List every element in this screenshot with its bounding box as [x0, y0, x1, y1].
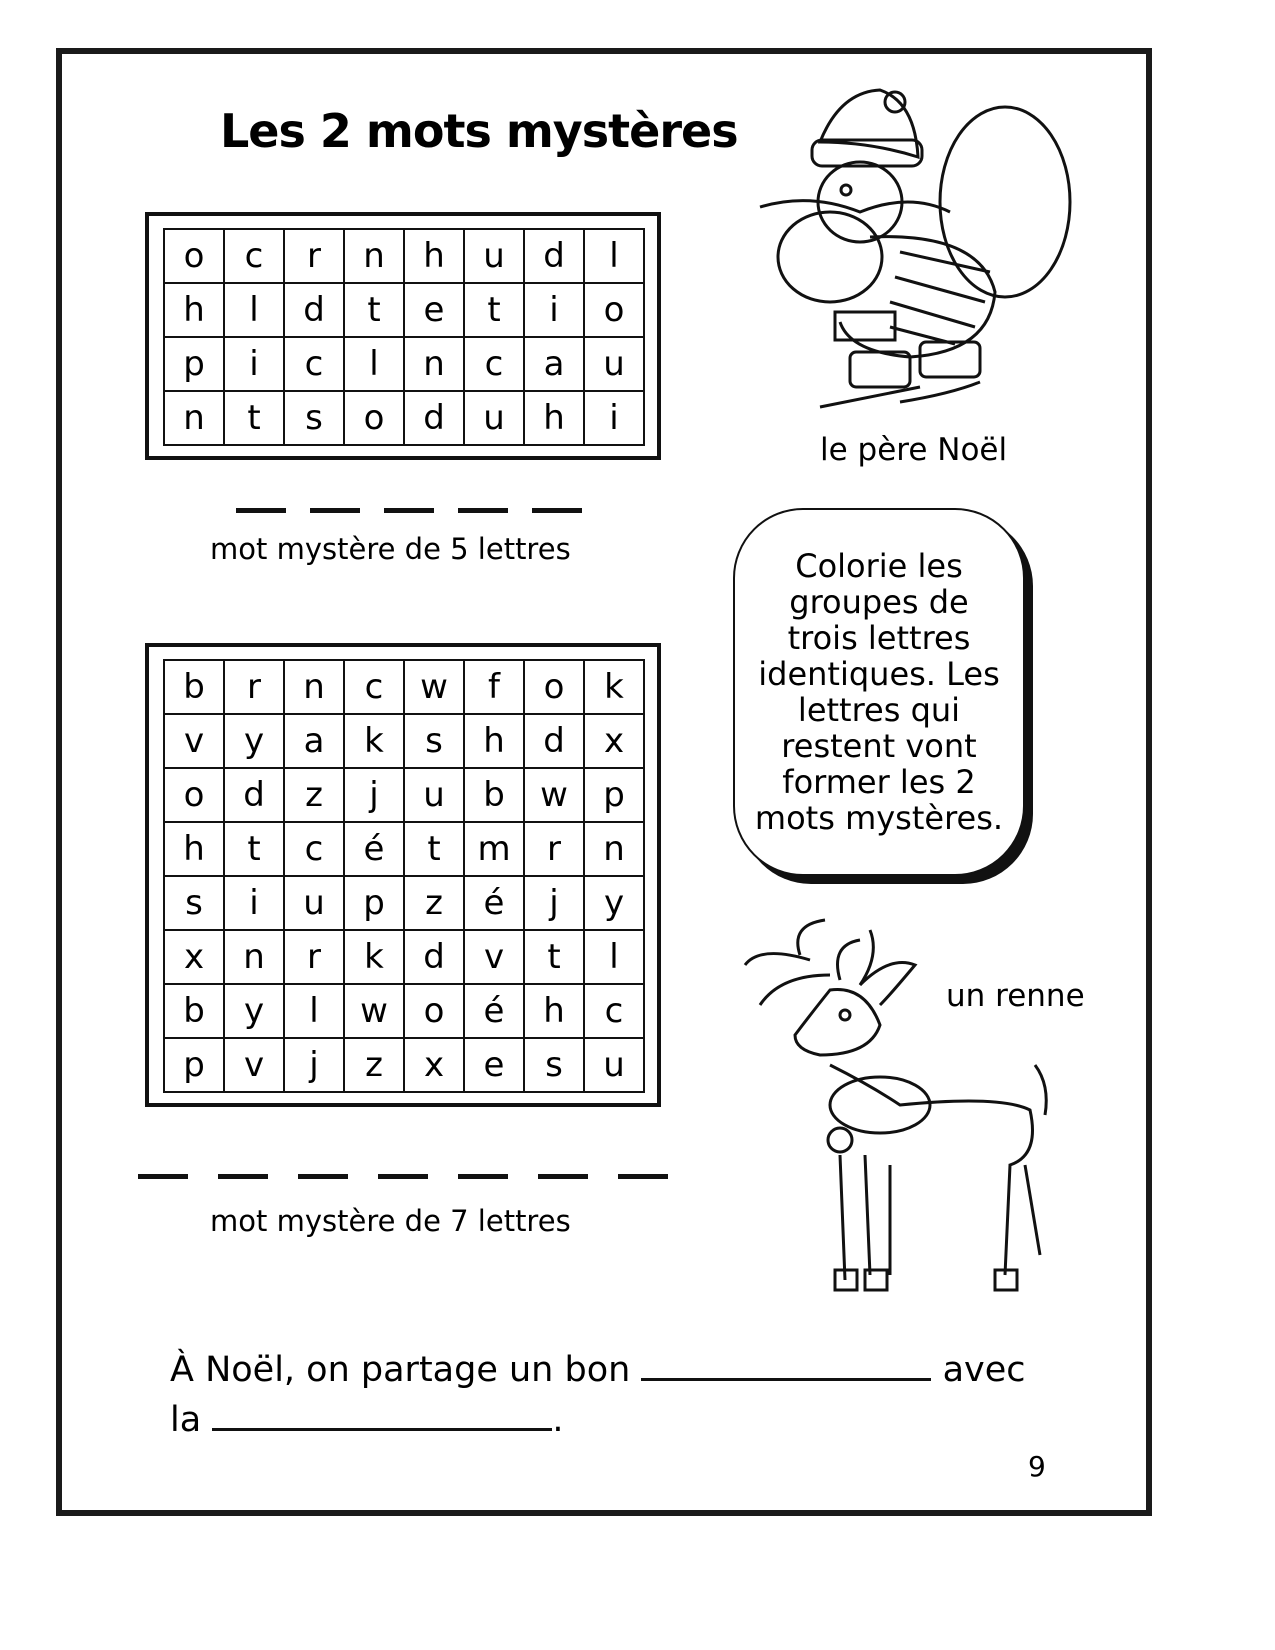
grid-row: [164, 930, 644, 984]
grid-cell[interactable]: p: [164, 1038, 224, 1092]
letter-blank[interactable]: [532, 508, 582, 513]
page-title: Les 2 mots mystères: [220, 104, 738, 158]
grid-cell[interactable]: x: [404, 1038, 464, 1092]
grid-cell[interactable]: c: [584, 984, 644, 1038]
instruction-line: trois lettres: [787, 619, 971, 657]
grid-cell[interactable]: o: [164, 229, 224, 283]
grid-cell[interactable]: y: [584, 876, 644, 930]
santa-claus-illustration: [750, 82, 1080, 417]
grid-cell[interactable]: h: [404, 229, 464, 283]
instruction-line: former les 2: [782, 763, 976, 801]
grid-cell[interactable]: s: [524, 1038, 584, 1092]
grid-cell[interactable]: e: [464, 1038, 524, 1092]
grid-cell[interactable]: r: [524, 822, 584, 876]
grid-cell[interactable]: c: [344, 660, 404, 714]
grid-cell[interactable]: h: [524, 984, 584, 1038]
grid-cell[interactable]: o: [524, 660, 584, 714]
grid-cell[interactable]: a: [284, 714, 344, 768]
answer-blanks-2: [138, 1174, 668, 1179]
puzzle-2-box: [145, 643, 661, 1107]
grid-cell[interactable]: r: [284, 229, 344, 283]
grid-cell[interactable]: m: [464, 822, 524, 876]
letter-blank[interactable]: [538, 1174, 588, 1179]
grid-cell[interactable]: s: [284, 391, 344, 445]
grid-cell[interactable]: n: [284, 660, 344, 714]
grid-cell[interactable]: t: [404, 822, 464, 876]
grid-cell[interactable]: b: [164, 660, 224, 714]
grid-cell[interactable]: o: [344, 391, 404, 445]
grid-row: [164, 876, 644, 930]
puzzle-1-box: [145, 212, 661, 460]
sentence-part-1: À Noël, on partage un bon: [170, 1350, 631, 1390]
grid-cell[interactable]: c: [284, 337, 344, 391]
grid-cell[interactable]: n: [404, 337, 464, 391]
grid-cell[interactable]: l: [224, 283, 284, 337]
fill-in-sentence: [170, 1345, 1070, 1445]
sentence-part-2: avec: [942, 1350, 1026, 1390]
instruction-line: groupes de: [789, 583, 969, 621]
grid-cell[interactable]: j: [524, 876, 584, 930]
grid-cell[interactable]: t: [344, 283, 404, 337]
grid-cell[interactable]: l: [284, 984, 344, 1038]
grid-cell[interactable]: x: [584, 714, 644, 768]
grid-cell[interactable]: d: [284, 283, 344, 337]
grid-row: [164, 768, 644, 822]
grid-cell[interactable]: t: [224, 822, 284, 876]
grid-cell[interactable]: n: [344, 229, 404, 283]
grid-cell[interactable]: t: [224, 391, 284, 445]
instruction-line: Colorie les: [795, 547, 963, 585]
grid-cell[interactable]: f: [464, 660, 524, 714]
grid-row: [164, 391, 644, 445]
grid-cell[interactable]: l: [584, 229, 644, 283]
reindeer-label: un renne: [946, 978, 1085, 1014]
caption-puzzle-2: mot mystère de 7 lettres: [210, 1204, 571, 1238]
grid-cell[interactable]: d: [404, 391, 464, 445]
grid-cell[interactable]: h: [164, 283, 224, 337]
grid-cell[interactable]: k: [344, 930, 404, 984]
letter-blank[interactable]: [458, 1174, 508, 1179]
grid-cell[interactable]: j: [284, 1038, 344, 1092]
letter-blank[interactable]: [310, 508, 360, 513]
grid-cell[interactable]: o: [164, 768, 224, 822]
grid-cell[interactable]: d: [524, 229, 584, 283]
grid-cell[interactable]: v: [164, 714, 224, 768]
grid-cell[interactable]: w: [344, 984, 404, 1038]
grid-cell[interactable]: v: [464, 930, 524, 984]
letter-grid-2: [163, 659, 645, 1093]
grid-cell[interactable]: c: [464, 337, 524, 391]
letter-grid-1: [163, 228, 645, 446]
page-number: 9: [1028, 1450, 1046, 1483]
grid-cell[interactable]: u: [464, 391, 524, 445]
grid-cell[interactable]: d: [524, 714, 584, 768]
answer-blanks-1: [236, 508, 582, 513]
grid-cell[interactable]: y: [224, 984, 284, 1038]
grid-cell[interactable]: y: [224, 714, 284, 768]
sentence-part-3: la: [170, 1400, 202, 1440]
grid-cell[interactable]: r: [224, 660, 284, 714]
grid-cell[interactable]: b: [164, 984, 224, 1038]
sentence-period: .: [552, 1400, 564, 1440]
grid-cell[interactable]: é: [464, 984, 524, 1038]
grid-cell[interactable]: d: [404, 930, 464, 984]
grid-cell[interactable]: u: [284, 876, 344, 930]
instruction-line: lettres qui: [797, 691, 961, 729]
grid-cell[interactable]: z: [344, 1038, 404, 1092]
grid-cell[interactable]: c: [224, 229, 284, 283]
grid-row: [164, 283, 644, 337]
grid-cell[interactable]: w: [404, 660, 464, 714]
grid-cell[interactable]: p: [584, 768, 644, 822]
grid-cell[interactable]: é: [464, 876, 524, 930]
grid-cell[interactable]: z: [404, 876, 464, 930]
grid-cell[interactable]: o: [404, 984, 464, 1038]
instruction-line: identiques. Les: [758, 655, 1000, 693]
grid-cell[interactable]: l: [344, 337, 404, 391]
instruction-bubble: [733, 508, 1025, 876]
grid-cell[interactable]: i: [524, 283, 584, 337]
grid-row: [164, 337, 644, 391]
reindeer-illustration: [740, 915, 1060, 1300]
letter-blank[interactable]: [384, 508, 434, 513]
grid-cell[interactable]: j: [344, 768, 404, 822]
grid-cell[interactable]: h: [524, 391, 584, 445]
grid-cell[interactable]: u: [404, 768, 464, 822]
grid-cell[interactable]: k: [584, 660, 644, 714]
grid-cell[interactable]: i: [224, 337, 284, 391]
grid-cell[interactable]: o: [584, 283, 644, 337]
grid-row: [164, 714, 644, 768]
letter-blank[interactable]: [298, 1174, 348, 1179]
santa-label: le père Noël: [820, 432, 1008, 468]
letter-blank[interactable]: [236, 508, 286, 513]
grid-cell[interactable]: h: [164, 822, 224, 876]
grid-cell[interactable]: c: [284, 822, 344, 876]
grid-row: [164, 822, 644, 876]
grid-cell[interactable]: e: [404, 283, 464, 337]
grid-row: [164, 229, 644, 283]
grid-cell[interactable]: u: [584, 1038, 644, 1092]
grid-cell[interactable]: s: [404, 714, 464, 768]
grid-cell[interactable]: r: [284, 930, 344, 984]
grid-cell[interactable]: v: [224, 1038, 284, 1092]
blank-answer-1[interactable]: [641, 1352, 931, 1381]
instruction-line: restent vont: [781, 727, 977, 765]
grid-cell[interactable]: b: [464, 768, 524, 822]
grid-cell[interactable]: h: [464, 714, 524, 768]
grid-cell[interactable]: p: [344, 876, 404, 930]
grid-cell[interactable]: d: [224, 768, 284, 822]
grid-cell[interactable]: n: [584, 822, 644, 876]
grid-cell[interactable]: x: [164, 930, 224, 984]
grid-cell[interactable]: l: [584, 930, 644, 984]
grid-cell[interactable]: u: [464, 229, 524, 283]
grid-cell[interactable]: i: [224, 876, 284, 930]
grid-row: [164, 1038, 644, 1092]
grid-cell[interactable]: a: [524, 337, 584, 391]
grid-cell[interactable]: t: [524, 930, 584, 984]
grid-cell[interactable]: n: [224, 930, 284, 984]
grid-cell[interactable]: n: [164, 391, 224, 445]
grid-cell[interactable]: k: [344, 714, 404, 768]
caption-puzzle-1: mot mystère de 5 lettres: [210, 532, 571, 566]
grid-cell[interactable]: z: [284, 768, 344, 822]
grid-cell[interactable]: u: [584, 337, 644, 391]
blank-answer-2[interactable]: [212, 1402, 552, 1431]
letter-blank[interactable]: [618, 1174, 668, 1179]
instruction-line: mots mystères.: [754, 799, 1004, 837]
grid-row: [164, 660, 644, 714]
letter-blank[interactable]: [458, 508, 508, 513]
grid-cell[interactable]: p: [164, 337, 224, 391]
grid-cell[interactable]: t: [464, 283, 524, 337]
grid-cell[interactable]: w: [524, 768, 584, 822]
letter-blank[interactable]: [378, 1174, 428, 1179]
grid-cell[interactable]: s: [164, 876, 224, 930]
grid-row: [164, 984, 644, 1038]
grid-cell[interactable]: i: [584, 391, 644, 445]
letter-blank[interactable]: [138, 1174, 188, 1179]
letter-blank[interactable]: [218, 1174, 268, 1179]
grid-cell[interactable]: é: [344, 822, 404, 876]
